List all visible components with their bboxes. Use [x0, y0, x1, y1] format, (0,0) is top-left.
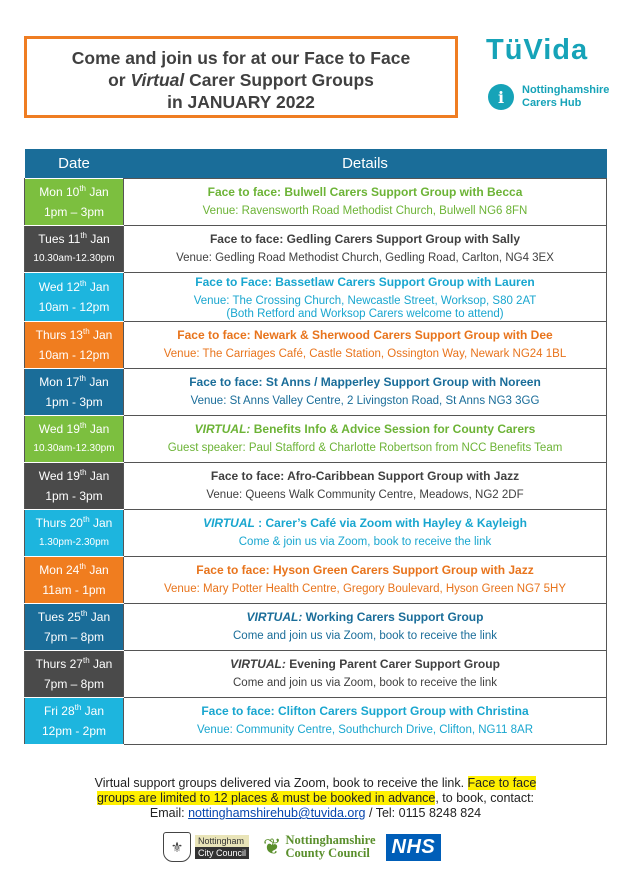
event-venue: Venue: The Carriages Café, Castle Station, Ossington Way, Newark NG24 1BL: [163, 348, 567, 360]
event-venue: Venue: St Anns Valley Centre, 2 Livingston Road, St Anns NG3 3GG: [190, 395, 540, 407]
date-time: 1pm - 3pm: [45, 489, 103, 503]
date-day: Mon 24th Jan: [39, 562, 109, 577]
event-heading: Face to face: Gedling Carers Support Group with Sally: [209, 232, 521, 246]
date-time: 1.30pm-2.30pm: [38, 537, 110, 548]
tuvida-logo: [486, 34, 616, 66]
date-time: 7pm – 8pm: [43, 677, 105, 691]
details-cell: [124, 651, 607, 698]
date-day: Thurs 27th Jan: [35, 656, 113, 671]
nhs-logo: NHS: [386, 834, 442, 861]
footer-line-2-plain: , to book, contact:: [435, 791, 535, 805]
table-row: [25, 416, 607, 463]
city-council-logo: [163, 832, 249, 862]
date-cell: [25, 226, 124, 273]
table-row: [25, 179, 607, 226]
date-cell: [25, 557, 124, 604]
date-cell: [25, 416, 124, 463]
event-heading: Face to face: Afro-Caribbean Support Group with Jazz: [210, 469, 520, 483]
event-heading: VIRTUAL: Evening Parent Carer Support Group: [230, 657, 500, 671]
telephone: / Tel: 0115 8248 824: [368, 806, 482, 820]
table-row: [25, 651, 607, 698]
date-time: 12pm - 2pm: [41, 724, 107, 738]
date-time: 10.30am-12.30pm: [33, 443, 115, 454]
date-cell: [25, 698, 124, 745]
date-time: 1pm - 3pm: [45, 395, 103, 409]
event-venue: Come and join us via Zoom, book to receive the link: [233, 630, 497, 642]
table-row: [25, 226, 607, 273]
hub-line-1: Nottinghamshire: [522, 84, 610, 96]
details-cell: [124, 604, 607, 651]
footer-line-1: [24, 776, 607, 791]
event-venue: Come and join us via Zoom, book to receive the link: [233, 677, 497, 689]
footer-contact: [24, 776, 607, 821]
date-cell: [25, 604, 124, 651]
event-heading: Face to Face: Bassetlaw Carers Support Group with Lauren: [195, 275, 535, 289]
date-time: 10.30am-12.30pm: [33, 253, 115, 264]
date-day: Mon 10th Jan: [39, 184, 109, 199]
event-venue: Venue: Community Centre, Southchurch Drive, Clifton, NG11 8AR: [197, 724, 533, 736]
date-cell: [25, 273, 124, 322]
date-header: Date: [25, 149, 124, 179]
details-cell: [124, 322, 607, 369]
footer-line-2: [24, 791, 607, 806]
date-cell: [25, 179, 124, 226]
event-venue: Guest speaker: Paul Stafford & Charlotte Robertson from NCC Benefits Team: [167, 442, 563, 454]
details-cell: [124, 369, 607, 416]
date-cell: [25, 463, 124, 510]
event-heading: VIRTUAL: Benefits Info & Advice Session for County Carers: [194, 422, 536, 436]
county-line-2: County Council: [285, 846, 370, 860]
partner-logos: [163, 832, 441, 862]
event-heading: VIRTUAL : Carer’s Café via Zoom with Hayley & Kayleigh: [203, 516, 527, 530]
details-header: Details: [124, 149, 607, 179]
carers-hub-logo: [488, 84, 609, 110]
date-day: Wed 19th Jan: [38, 468, 110, 483]
event-heading: Face to face: Clifton Carers Support Group with Christina: [201, 704, 529, 718]
date-time: 11am - 1pm: [42, 583, 106, 597]
details-cell: [124, 463, 607, 510]
event-venue: Venue: The Crossing Church, Newcastle Street, Worksop, S80 2AT: [193, 295, 537, 307]
title-line-2: [27, 69, 455, 91]
event-venue: Come & join us via Zoom, book to receive the link: [238, 536, 492, 548]
event-venue: Venue: Ravensworth Road Methodist Church, Bulwell NG6 8FN: [202, 205, 528, 217]
event-heading: Face to face: St Anns / Mapperley Support Group with Noreen: [189, 375, 541, 389]
event-heading: Face to face: Hyson Green Carers Support Group with Jazz: [196, 563, 534, 577]
date-cell: [25, 510, 124, 557]
details-cell: [124, 226, 607, 273]
date-time: 1pm – 3pm: [43, 205, 105, 219]
email-label: Email:: [149, 806, 185, 820]
event-venue: Venue: Mary Potter Health Centre, Gregory Boulevard, Hyson Green NG7 5HY: [163, 583, 567, 595]
county-line-1: Nottinghamshire: [285, 833, 376, 847]
table-row: [25, 604, 607, 651]
footer-line-3: [24, 806, 607, 821]
info-icon: i: [488, 84, 514, 110]
date-day: Wed 12th Jan: [38, 279, 110, 294]
table-row: [25, 510, 607, 557]
date-day: Mon 17th Jan: [39, 374, 109, 389]
date-day: Tues 25th Jan: [37, 609, 111, 624]
table-row: [25, 463, 607, 510]
date-time: 10am - 12pm: [38, 348, 110, 362]
table-row: [25, 557, 607, 604]
footer-line-1-plain: Virtual support groups delivered via Zoom, book to receive the link.: [94, 776, 465, 790]
table-row: [25, 273, 607, 322]
title-line-2-post: Carer Support Groups: [189, 70, 374, 90]
email-link[interactable]: nottinghamshirehub@tuvida.org: [188, 806, 366, 820]
title-box: [24, 36, 458, 118]
crest-icon: ⚜: [163, 832, 191, 862]
date-time: 7pm – 8pm: [43, 630, 105, 644]
event-heading: Face to face: Bulwell Carers Support Group with Becca: [207, 185, 523, 199]
event-heading: Face to face: Newark & Sherwood Carers Support Group with Dee: [177, 328, 553, 342]
details-cell: [124, 698, 607, 745]
details-cell: [124, 179, 607, 226]
schedule-table: [24, 149, 607, 745]
date-cell: [25, 322, 124, 369]
date-day: Thurs 13th Jan: [35, 327, 113, 342]
footer-line-1-highlight: Face to face: [467, 776, 537, 790]
city-line-2: City Council: [195, 847, 249, 859]
table-row: [25, 369, 607, 416]
city-line-1: Nottingham: [195, 835, 249, 847]
event-venue-note: (Both Retford and Worksop Carers welcome to attend): [226, 308, 504, 320]
date-time: 10am - 12pm: [38, 300, 110, 314]
leaf-icon: ❦: [263, 834, 282, 859]
event-venue: Venue: Gedling Road Methodist Church, Gedling Road, Carlton, NG4 3EX: [176, 252, 554, 264]
details-cell: [124, 273, 607, 322]
event-heading: VIRTUAL: Working Carers Support Group: [246, 610, 484, 624]
hub-line-2: Carers Hub: [522, 97, 582, 109]
county-council-logo: [263, 834, 376, 860]
date-cell: [25, 369, 124, 416]
title-line-1: Come and join us for at our Face to Face: [71, 48, 411, 68]
date-day: Thurs 20th Jan: [35, 515, 113, 530]
date-cell: [25, 651, 124, 698]
title-line-3: in JANUARY 2022: [167, 92, 315, 112]
footer-line-2-highlight: groups are limited to 12 places & must be booked in advance: [96, 791, 436, 805]
event-venue: Venue: Queens Walk Community Centre, Meadows, NG2 2DF: [206, 489, 524, 501]
title-line-2-pre: or: [108, 70, 126, 90]
tuvida-logo-text: TüVida: [486, 34, 589, 66]
details-cell: [124, 510, 607, 557]
details-cell: [124, 557, 607, 604]
title-line-2-italic: Virtual: [130, 70, 185, 90]
date-day: Tues 11th Jan: [38, 231, 110, 246]
table-row: [25, 698, 607, 745]
date-day: Fri 28th Jan: [43, 703, 105, 718]
table-row: [25, 322, 607, 369]
details-cell: [124, 416, 607, 463]
date-day: Wed 19th Jan: [38, 421, 110, 436]
